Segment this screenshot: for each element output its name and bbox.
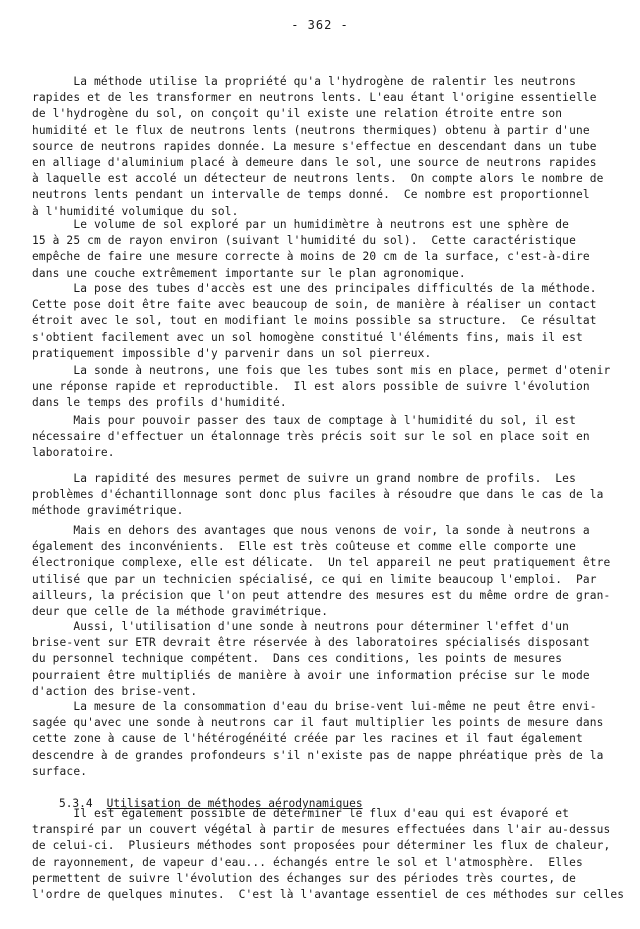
paragraph-access-tubes: La pose des tubes d'accès est une des principales difficultés de la méthode. Cette pose doit être faite avec beaucoup de soin, de manière à réaliser un contact étroit avec le sol, tout en modifiant le moins possible sa structure. Ce résultat s'obtient facilement avec un sol homogène constitué l'éléments fins, mais il est pratiquement impossible d'y parvenir dans un sol pierreux.	[32, 282, 597, 360]
paragraph-rapid-response: La sonde à neutrons, une fois que les tubes sont mis en place, permet d'otenir une réponse rapide et reproductible. Il est alors possible de suivre l'évolution dans le temps des profils d'humidité.	[32, 364, 611, 410]
paragraph-sampling: La rapidité des mesures permet de suivre un grand nombre de profils. Les problèmes d'échantillonnage sont donc plus faciles à résoudre que dans le cas de la méthode gravimétrique.	[32, 472, 604, 518]
page-number: - 362 -	[291, 18, 349, 32]
paragraph-windbreak-consumption: La mesure de la consommation d'eau du brise-vent lui-même ne peut être envi- sagée qu'avec une sonde à neutrons car il faut multiplier les points de mesure dans cette zone à cause de l'hétérogénéité créée par les racines et il faut également descendre à de grandes profondeurs s'il n'existe pas de nappe phréatique près de la surface.	[32, 700, 604, 778]
paragraph-calibration: Mais pour pouvoir passer des taux de comptage à l'humidité du sol, il est nécessaire d'effectuer un étalonnage très précis soit sur le sol en place soit en laboratoire.	[32, 414, 590, 460]
paragraph-drawbacks: Mais en dehors des avantages que nous venons de voir, la sonde à neutrons a également des inconvénients. Elle est très coûteuse et comme elle comporte une électronique complexe, elle est délicate. Un tel appareil ne peut pratiquement être utilisé que par un technicien spécialisé, ce qui en limite beaucoup l'emploi. Par ailleurs, la précision que l'on peut attendre des mesures est du même ordre de gran- deur que celle de la méthode gravimétrique.	[32, 524, 611, 619]
section-number: 5.3.4	[58, 797, 93, 810]
paragraph-windbreak-labs: Aussi, l'utilisation d'une sonde à neutrons pour déterminer l'effet d'un brise-vent sur ETR devrait être réservée à des laboratoires spécialisés disposant du personnel technique compétent. Dans ces conditions, les points de mesures pourraient être multipliés de manière à avoir une information précise sur le mode d'action des brise-vent.	[32, 620, 590, 698]
section-title: Utilisation de méthodes aérodynamiques	[106, 797, 363, 810]
paragraph-explored-volume: Le volume de sol exploré par un humidimètre à neutrons est une sphère de 15 à 25 cm de rayon environ (suivant l'humidité du sol). Cette caractéristique empêche de faire une mesure correcte à moins de 20 cm de la surface, c'est-à-dire dans une couche extrêmement importante sur le plan agronomique.	[32, 218, 590, 280]
paragraph-aerodynamic-methods: Il est également possible de déterminer le flux d'eau qui est évaporé et transpiré par un couvert végétal à partir de mesures effectuées dans l'air au-dessus de celui-ci. Plusieurs méthodes sont proposées pour déterminer les flux de chaleur, de rayonnement, de vapeur d'eau... échangés entre le sol et l'atmosphère. Elles permettent de suivre l'évolution des échanges sur des périodes très courtes, de l'ordre de quelques minutes. C'est là l'avantage essentiel de ces méthodes sur celles	[32, 807, 625, 902]
paragraph-neutron-principle: La méthode utilise la propriété qu'a l'hydrogène de ralentir les neutrons rapides et de les transformer en neutrons lents. L'eau étant l'origine essentielle de l'hydrogène du sol, on conçoit qu'il existe une relation étroite entre son humidité et le flux de neutrons lents (neutrons thermiques) obtenu à partir d'une source de neutrons rapides donnée. La mesure s'effectue en descendant dans un tube en alliage d'aluminium placé à demeure dans le sol, une source de neutrons rapides à laquelle est accolé un détecteur de neutrons lents. On compte alors le nombre de neutrons lents pendant un intervalle de temps donné. Ce nombre est proportionnel à l'humidité volumique du sol.	[32, 75, 604, 218]
